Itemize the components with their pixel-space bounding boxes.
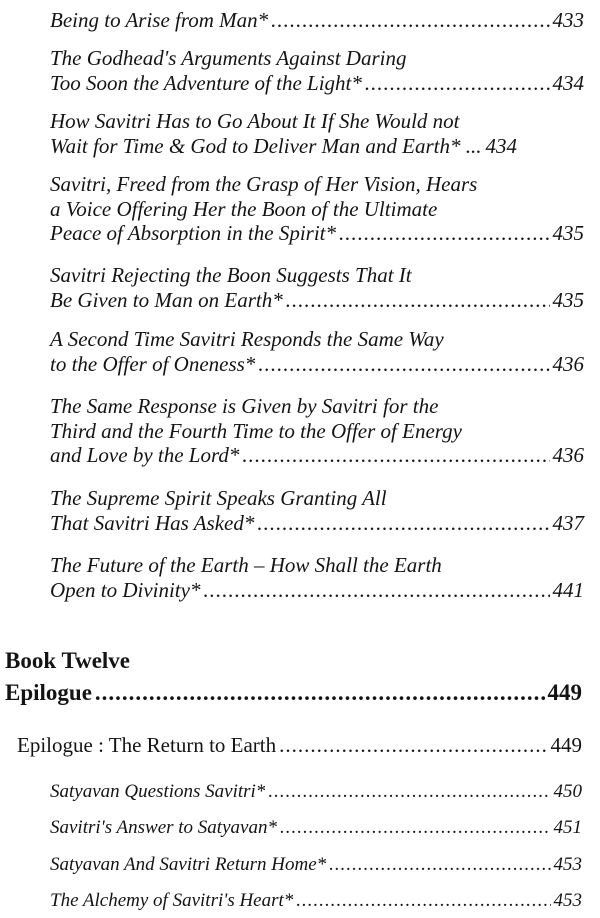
dot-leader	[258, 352, 549, 377]
book-heading-text: Book Twelve	[5, 648, 131, 673]
dot-leader	[279, 733, 547, 758]
canto-entry-text: Epilogue : The Return to Earth	[17, 733, 277, 757]
toc-entry-line[interactable]	[50, 109, 584, 134]
page-number: 441	[552, 577, 584, 602]
toc-entry-line[interactable]	[50, 486, 584, 511]
toc-subentry-text: Satyavan And Savitri Return Home*	[50, 854, 327, 875]
toc-entry-line-text: Peace of Absorption in the Spirit*	[50, 221, 337, 246]
toc-entry-line[interactable]	[50, 8, 584, 33]
page-number: 435	[552, 287, 584, 312]
page-number: 433	[552, 8, 584, 32]
toc-entry-line[interactable]	[50, 443, 584, 468]
toc-subentry-text: Savitri's Answer to Satyavan*	[50, 817, 277, 838]
toc-entry-line-text: Savitri, Freed from the Grasp of Her Vision, Hears	[50, 172, 478, 196]
toc-entry-line-text: Wait for Time & God to Deliver Man and Earth* ...	[50, 133, 482, 158]
dot-leader	[339, 221, 549, 246]
toc-entry-line-text: How Savitri Has to Go About It If She Would not	[50, 109, 460, 133]
toc-entry-line-text: and Love by the Lord*	[50, 443, 240, 468]
toc-entry-line-text: Open to Divinity*	[50, 577, 201, 602]
toc-entry-line[interactable]	[50, 46, 584, 71]
toc-entry-line-text: The Supreme Spirit Speaks Granting All	[50, 486, 387, 510]
toc-entry-line-text: Third and the Fourth Time to the Offer of Energy	[50, 418, 463, 443]
page-number: 453	[553, 890, 582, 911]
dot-leader	[257, 511, 549, 536]
toc-entry-line[interactable]	[50, 71, 584, 96]
page-number: 434	[485, 133, 517, 158]
dot-leader	[365, 71, 550, 96]
page-number: 453	[553, 854, 582, 875]
toc-entry-line[interactable]	[50, 172, 584, 197]
toc-subentry-text: Satyavan Questions Savitri*	[50, 781, 266, 802]
toc-subentry[interactable]	[50, 890, 582, 912]
page-number: 449	[550, 733, 582, 757]
toc-subentry-text: The Alchemy of Savitri's Heart*	[50, 890, 294, 911]
toc-entry-line-text: That Savitri Has Asked*	[50, 510, 255, 535]
page-number: 451	[553, 817, 582, 838]
page-number: 435	[552, 221, 584, 246]
dot-leader	[286, 288, 550, 313]
toc-subentry[interactable]	[50, 854, 582, 876]
page-number: 450	[553, 781, 582, 802]
dot-leader	[95, 680, 545, 706]
page-number: 436	[552, 351, 584, 376]
toc-entry-line[interactable]	[50, 197, 584, 222]
toc-entry-line[interactable]	[50, 327, 584, 352]
canto-entry[interactable]	[17, 733, 582, 758]
toc-entry-line-text: A Second Time Savitri Responds the Same Way	[50, 327, 444, 351]
toc-entry-line[interactable]	[50, 288, 584, 313]
toc-entry-line-text: Too Soon the Adventure of the Light*	[50, 70, 362, 95]
toc-entry-line[interactable]	[50, 394, 584, 419]
toc-entry-line-text: The Godhead's Arguments Against Daring	[50, 46, 407, 70]
dot-leader	[271, 8, 549, 33]
toc-entry-line-text: The Future of the Earth – How Shall the Earth	[50, 553, 442, 577]
toc-subentry[interactable]	[50, 781, 582, 803]
book-heading	[5, 648, 582, 674]
toc-entry-line[interactable]	[50, 511, 584, 536]
page-number: 434	[552, 70, 584, 95]
dot-leader	[280, 817, 551, 839]
toc-subentry[interactable]	[50, 817, 582, 839]
toc-entry-line-text: Be Given to Man on Earth*	[50, 287, 283, 312]
dot-leader	[329, 854, 550, 876]
toc-entry-line[interactable]	[50, 553, 584, 578]
dot-leader	[242, 443, 549, 468]
toc-entry-line-text: a Voice Offering Her the Boon of the Ultimate	[50, 196, 438, 221]
dot-leader	[296, 890, 550, 912]
toc-entry-line[interactable]	[50, 578, 584, 603]
toc-entry-line[interactable]	[50, 134, 584, 159]
toc-entry-line[interactable]	[50, 352, 584, 377]
dot-leader	[203, 578, 549, 603]
toc-entry-line[interactable]	[50, 263, 584, 288]
page-number: 449	[547, 680, 582, 705]
toc-entry-line[interactable]	[50, 221, 584, 246]
page-number: 436	[552, 443, 584, 468]
toc-entry-line-text: The Same Response is Given by Savitri for the	[50, 394, 439, 418]
toc-entry-line-text: Being to Arise from Man*	[50, 8, 269, 32]
toc-entry-line-text: Savitri Rejecting the Boon Suggests That It	[50, 263, 412, 287]
book-title-entry-text: Epilogue	[5, 680, 92, 705]
page-number: 437	[552, 510, 584, 535]
toc-entry-line[interactable]	[50, 419, 584, 444]
book-title-entry[interactable]	[5, 680, 582, 706]
dot-leader	[268, 781, 550, 803]
toc-entry-line-text: to the Offer of Oneness*	[50, 351, 256, 376]
